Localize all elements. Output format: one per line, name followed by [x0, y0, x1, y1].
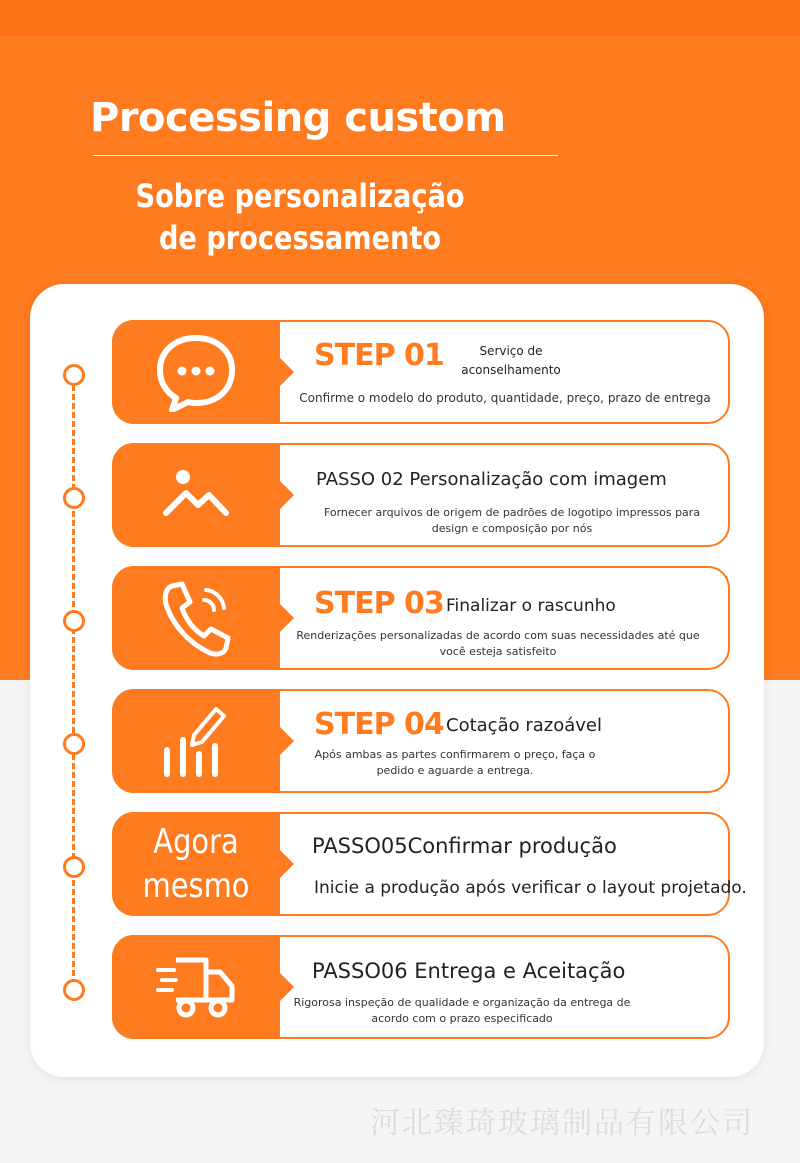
timeline-dot	[63, 364, 85, 386]
chat-bubble-icon	[112, 320, 280, 424]
step-card-1	[112, 320, 730, 424]
step-card-2	[112, 443, 730, 547]
timeline-dot	[63, 487, 85, 509]
bar-chart-pencil-icon	[112, 689, 280, 793]
timeline-dot	[63, 733, 85, 755]
page-title: Processing custom	[90, 95, 506, 141]
delivery-truck-icon	[112, 935, 280, 1039]
step-card-6	[112, 935, 730, 1039]
step-card-4	[112, 689, 730, 793]
step-description: Inicie a produção após verificar o layout projetado.	[314, 878, 747, 898]
step-title: PASSO06 Entrega e Aceitação	[312, 959, 626, 983]
step-title: Finalizar o rascunho	[446, 596, 616, 616]
step-description: Fornecer arquivos de origem de padrões de logotipo impressos para design e composição por nós	[323, 506, 701, 535]
header-top-strip	[0, 0, 800, 36]
step-title: Cotação razoável	[446, 715, 602, 736]
page-subtitle: Sobre personalização de processamento	[135, 177, 465, 257]
step-description: Rigorosa inspeção de qualidade e organização da entrega de acordo com o prazo especificado	[293, 996, 631, 1025]
step-badge: STEP 03	[314, 586, 444, 621]
step-card-5	[112, 812, 747, 916]
timeline-dot	[63, 856, 85, 878]
now-label: Agora mesmo	[142, 822, 250, 906]
timeline-dot	[63, 610, 85, 632]
step-description: Após ambas as partes confirmarem o preço, faça o pedido e aguarde a entrega.	[314, 748, 596, 777]
step-badge: STEP 04	[314, 707, 444, 742]
step-card-3	[112, 566, 730, 670]
image-mountain-icon	[112, 443, 280, 547]
step-badge: STEP 01	[314, 338, 444, 373]
company-watermark: 河北臻琦玻璃制品有限公司	[370, 1106, 754, 1141]
timeline-dot	[63, 979, 85, 1001]
step-description: Confirme o modelo do produto, quantidade, preço, prazo de entrega	[299, 391, 711, 405]
step-title: Serviço de aconselhamento	[461, 344, 561, 377]
timeline-line	[72, 385, 75, 985]
step-icon-text	[112, 812, 280, 916]
phone-icon	[112, 566, 280, 670]
step-title: PASSO 02 Personalização com imagem	[316, 469, 667, 490]
step-title: PASSO05Confirmar produção	[312, 834, 617, 858]
title-divider	[93, 155, 558, 156]
step-description: Renderizações personalizadas de acordo com suas necessidades até que você esteja satisfeito	[296, 629, 700, 658]
